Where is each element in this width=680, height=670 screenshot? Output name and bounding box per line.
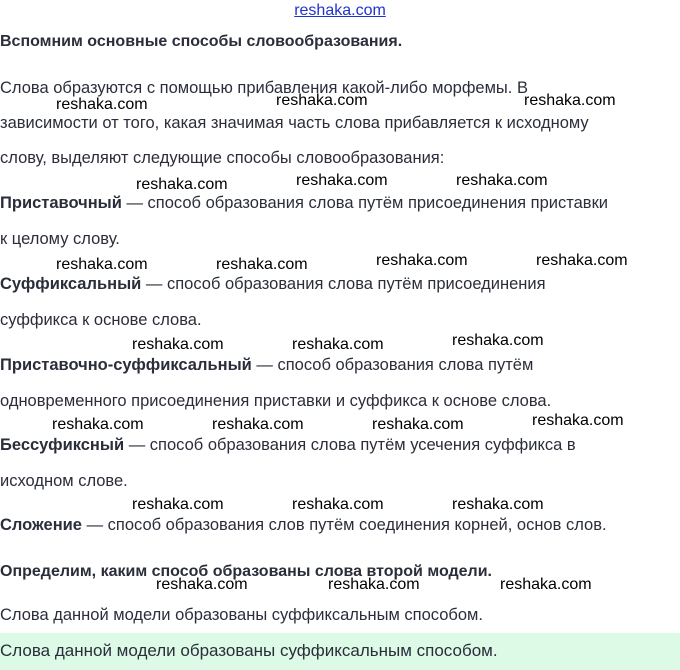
intro-line-1: Слова образуются с помощью прибавления какой-либо морфемы. В	[0, 79, 528, 97]
method-definition: — способ образования слова путём присоединения приставки	[121, 194, 609, 212]
method-prefix	[0, 193, 608, 213]
watermark: reshaka.com	[372, 416, 464, 433]
method-definition: — способ образования слова путём присоединения	[141, 275, 546, 293]
method-term: Бессуфиксный	[0, 436, 125, 454]
watermark: reshaka.com	[56, 256, 148, 273]
method-suffix	[0, 274, 546, 294]
watermark: reshaka.com	[132, 496, 224, 513]
answer-text: Слова данной модели образованы суффиксальным способом.	[0, 641, 498, 660]
method-compounding	[0, 515, 607, 535]
watermark: reshaka.com	[536, 252, 628, 269]
method-definition-cont: исходном слове.	[0, 472, 128, 490]
method-definition: — способ образования слов путём соединения корней, основ слов.	[81, 516, 607, 534]
method-definition: — способ образования слова путём	[251, 356, 534, 374]
method-prefix-suffix	[0, 355, 533, 375]
method-definition-cont: одновременного присоединения приставки и суффикса к основе слова.	[0, 392, 552, 410]
watermark: reshaka.com	[132, 336, 224, 353]
site-link[interactable]: reshaka.com	[294, 2, 386, 19]
intro-line-3: слову, выделяют следующие способы словообразования:	[0, 149, 445, 167]
watermark: reshaka.com	[292, 336, 384, 353]
section-heading: Вспомним основные способы словообразования.	[0, 33, 403, 50]
conclusion-heading: Определим, каким способ образованы слова второй модели.	[0, 563, 492, 580]
watermark: reshaka.com	[212, 416, 304, 433]
watermark: reshaka.com	[296, 172, 388, 189]
watermark: reshaka.com	[276, 92, 368, 109]
method-term: Приставочно-суффиксальный	[0, 356, 252, 374]
method-term: Суффиксальный	[0, 275, 142, 293]
method-definition-cont: к целому слову.	[0, 230, 120, 248]
watermark: reshaka.com	[500, 576, 592, 593]
watermark: reshaka.com	[452, 496, 544, 513]
watermark: reshaka.com	[452, 332, 544, 349]
method-suffixless	[0, 435, 576, 455]
watermark: reshaka.com	[216, 256, 308, 273]
method-term: Приставочный	[0, 194, 122, 212]
method-definition: — способ образования слова путём усечения суффикса в	[124, 436, 576, 454]
intro-line-2: зависимости от того, какая значимая часть слова прибавляется к исходному	[0, 114, 589, 132]
watermark: reshaka.com	[328, 576, 420, 593]
conclusion-text: Слова данной модели образованы суффиксальным способом.	[0, 606, 483, 624]
answer-box	[0, 633, 680, 670]
watermark: reshaka.com	[292, 496, 384, 513]
method-term: Сложение	[0, 516, 82, 534]
watermark: reshaka.com	[524, 92, 616, 109]
method-definition-cont: суффикса к основе слова.	[0, 311, 202, 329]
watermark: reshaka.com	[376, 252, 468, 269]
watermark: reshaka.com	[156, 576, 248, 593]
watermark: reshaka.com	[136, 176, 228, 193]
watermark: reshaka.com	[532, 412, 624, 429]
watermark: reshaka.com	[456, 172, 548, 189]
watermark: reshaka.com	[52, 416, 144, 433]
watermark: reshaka.com	[56, 96, 148, 113]
